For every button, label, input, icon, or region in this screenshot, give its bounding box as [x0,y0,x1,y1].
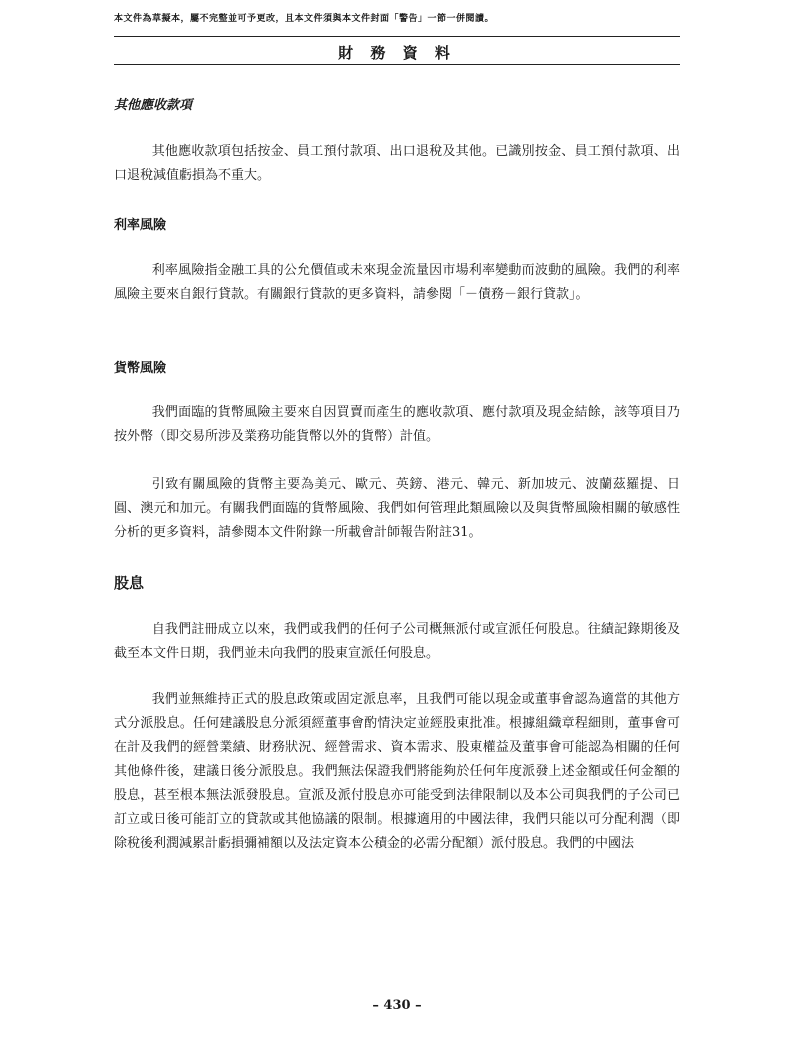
heading-currency-risk: 貨幣風險 [114,361,167,376]
paragraph-interest-rate-risk: 利率風險指金融工具的公允價值或未來現金流量因市場利率變動而波動的風險。我們的利率風險主要來自銀行貸款。有關銀行貸款的更多資料，請參閱「－債務－銀行貸款」。 [114,263,680,302]
header-top-rule [114,36,680,37]
draft-disclaimer: 本文件為草擬本，屬不完整並可予更改，且本文件須與本文件封面「警告」一節一併閱讀。 [114,14,495,24]
heading-dividends: 股息 [114,574,145,592]
page-number: – 430 – [372,998,422,1013]
header-bottom-rule [114,64,680,65]
paragraph-other-receivables: 其他應收款項包括按金、員工預付款項、出口退稅及其他。已識別按金、員工預付款項、出口退稅減值虧損為不重大。 [114,144,680,183]
heading-other-receivables: 其他應收款項 [114,98,193,113]
paragraph-dividends-1: 自我們註冊成立以來，我們或我們的任何子公司概無派付或宣派任何股息。往績記錄期後及截至本文件日期，我們並未向我們的股東宣派任何股息。 [114,622,680,661]
paragraph-currency-risk-2: 引致有關風險的貨幣主要為美元、歐元、英鎊、港元、韓元、新加坡元、波蘭茲羅提、日圓、澳元和加元。有關我們面臨的貨幣風險、我們如何管理此類風險以及與貨幣風險相關的敏感性分析的更多資料，請參閱本文件附錄一所載會計師報告附註31。 [114,477,680,540]
paragraph-currency-risk-1: 我們面臨的貨幣風險主要來自因買賣而產生的應收款項、應付款項及現金結餘，該等項目乃按外幣（即交易所涉及業務功能貨幣以外的貨幣）計值。 [114,405,680,444]
paragraph-dividends-2: 我們並無維持正式的股息政策或固定派息率，且我們可能以現金或董事會認為適當的其他方式分派股息。任何建議股息分派須經董事會酌情決定並經股東批准。根據組織章程細則，董事會可在計及我們的經營業績、財務狀況、經營需求、資本需求、股東權益及董事會可能認為相關的任何其他條件後，建議日後分派股息。我們無法保證我們將能夠於任何年度派發上述金額或任何金額的股息，甚至根本無法派發股息。宣派及派付股息亦可能受到法律限制以及本公司與我們的子公司已訂立或日後可能訂立的貸款或其他協議的限制。根據適用的中國法律，我們只能以可分配利潤（即除稅後利潤減累計虧損彌補額以及法定資本公積金的必需分配額）派付股息。我們的中國法 [114,692,680,851]
section-title: 財 務 資 料 [338,44,456,62]
heading-interest-rate-risk: 利率風險 [114,218,167,233]
